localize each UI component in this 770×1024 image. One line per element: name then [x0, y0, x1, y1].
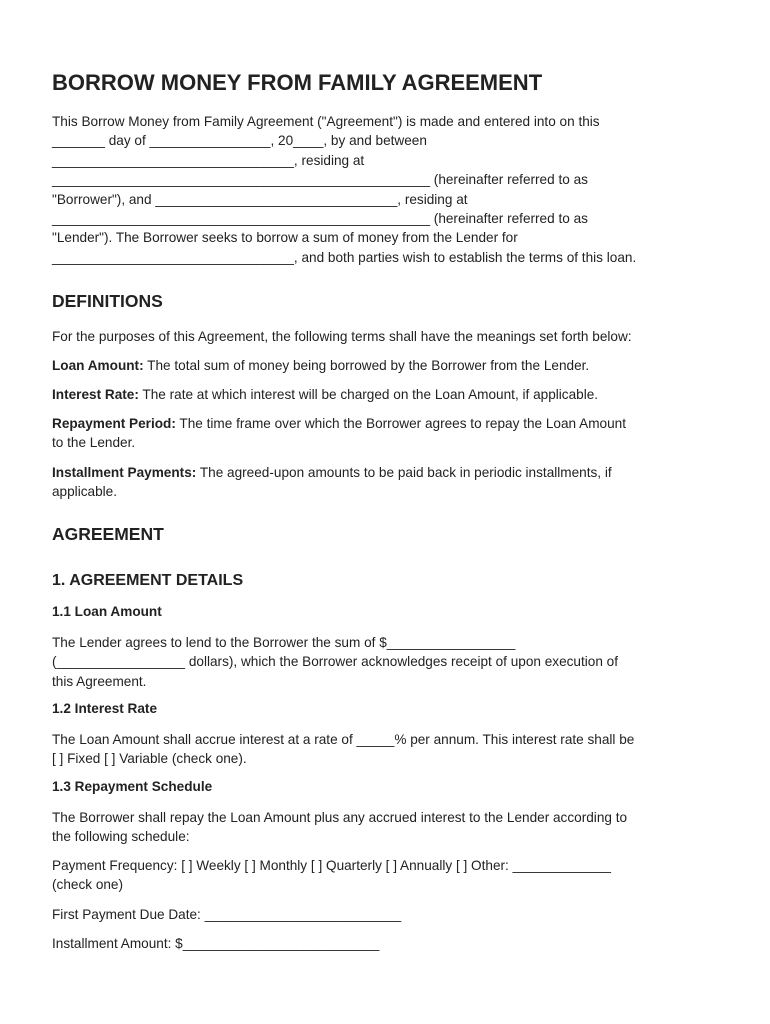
definition-term: Loan Amount: [52, 358, 144, 373]
intro-line: ________________________________, residing at [52, 152, 365, 168]
definition-interest-rate [52, 385, 722, 404]
interest-rate-paragraph [52, 730, 722, 769]
loan-amount-heading: 1.1 Loan Amount [52, 604, 162, 619]
document-title: BORROW MONEY FROM FAMILY AGREEMENT [52, 70, 543, 95]
intro-line: __________________________________________________ (hereinafter referred to as [52, 211, 588, 227]
repayment-line: The Borrower shall repay the Loan Amount plus any accrued interest to the Lender according to [52, 810, 628, 825]
definition-text-cont: to the Lender. [52, 435, 136, 451]
definition-loan-amount [52, 356, 722, 375]
interest-rate-line: The Loan Amount shall accrue interest at a rate of _____% per annum. This interest rate shall be [52, 732, 635, 747]
interest-rate-heading: 1.2 Interest Rate [52, 701, 158, 716]
intro-line: _______ day of ________________, 20____, by and between [52, 133, 427, 149]
intro-line: "Borrower"), and ________________________________, residing at [52, 191, 468, 207]
intro-line: "Lender"). The Borrower seeks to borrow a sum of money from the Lender for [52, 230, 518, 246]
payment-frequency-line: (check one) [52, 877, 124, 893]
installment-amount: Installment Amount: $__________________________ [52, 936, 380, 951]
repayment-schedule-paragraph [52, 808, 722, 847]
first-payment-due-date: First Payment Due Date: __________________________ [52, 907, 402, 922]
payment-frequency [52, 856, 722, 895]
loan-amount-line: (_________________ dollars), which the Borrower acknowledges receipt of upon execution of [52, 654, 619, 670]
definition-term: Repayment Period: [52, 416, 176, 431]
definition-term: Installment Payments: [52, 465, 197, 480]
intro-paragraph [52, 112, 732, 267]
intro-line: This Borrow Money from Family Agreement ("Agreement") is made and entered into on this [52, 114, 600, 129]
definition-text: The total sum of money being borrowed by the Borrower from the Lender. [143, 358, 590, 373]
agreement-heading: AGREEMENT [52, 524, 164, 544]
agreement-details-heading: 1. AGREEMENT DETAILS [52, 572, 244, 589]
payment-frequency-line: Payment Frequency: [ ] Weekly [ ] Monthly [ ] Quarterly [ ] Annually [ ] Other: _____________ [52, 858, 611, 873]
definition-installment-payments [52, 463, 722, 502]
intro-line: ________________________________, and both parties wish to establish the terms of this loan. [52, 249, 637, 265]
intro-line: __________________________________________________ (hereinafter referred to as [52, 172, 588, 188]
definition-text-cont: applicable. [52, 484, 117, 500]
definition-text: The agreed-upon amounts to be paid back in periodic installments, if [196, 465, 612, 480]
definition-repayment-period [52, 414, 722, 453]
definitions-heading: DEFINITIONS [52, 291, 163, 311]
repayment-schedule-heading: 1.3 Repayment Schedule [52, 779, 213, 794]
loan-amount-line: The Lender agrees to lend to the Borrower the sum of $_________________ [52, 635, 516, 650]
definition-text: The time frame over which the Borrower agrees to repay the Loan Amount [175, 416, 626, 431]
loan-amount-paragraph [52, 633, 722, 691]
loan-amount-line: this Agreement. [52, 673, 147, 689]
definitions-lead: For the purposes of this Agreement, the following terms shall have the meanings set forth below: [52, 329, 632, 344]
repayment-line: the following schedule: [52, 829, 190, 845]
definition-text: The rate at which interest will be charged on the Loan Amount, if applicable. [138, 387, 599, 402]
interest-rate-line: [ ] Fixed [ ] Variable (check one). [52, 751, 247, 767]
definition-term: Interest Rate: [52, 387, 139, 402]
